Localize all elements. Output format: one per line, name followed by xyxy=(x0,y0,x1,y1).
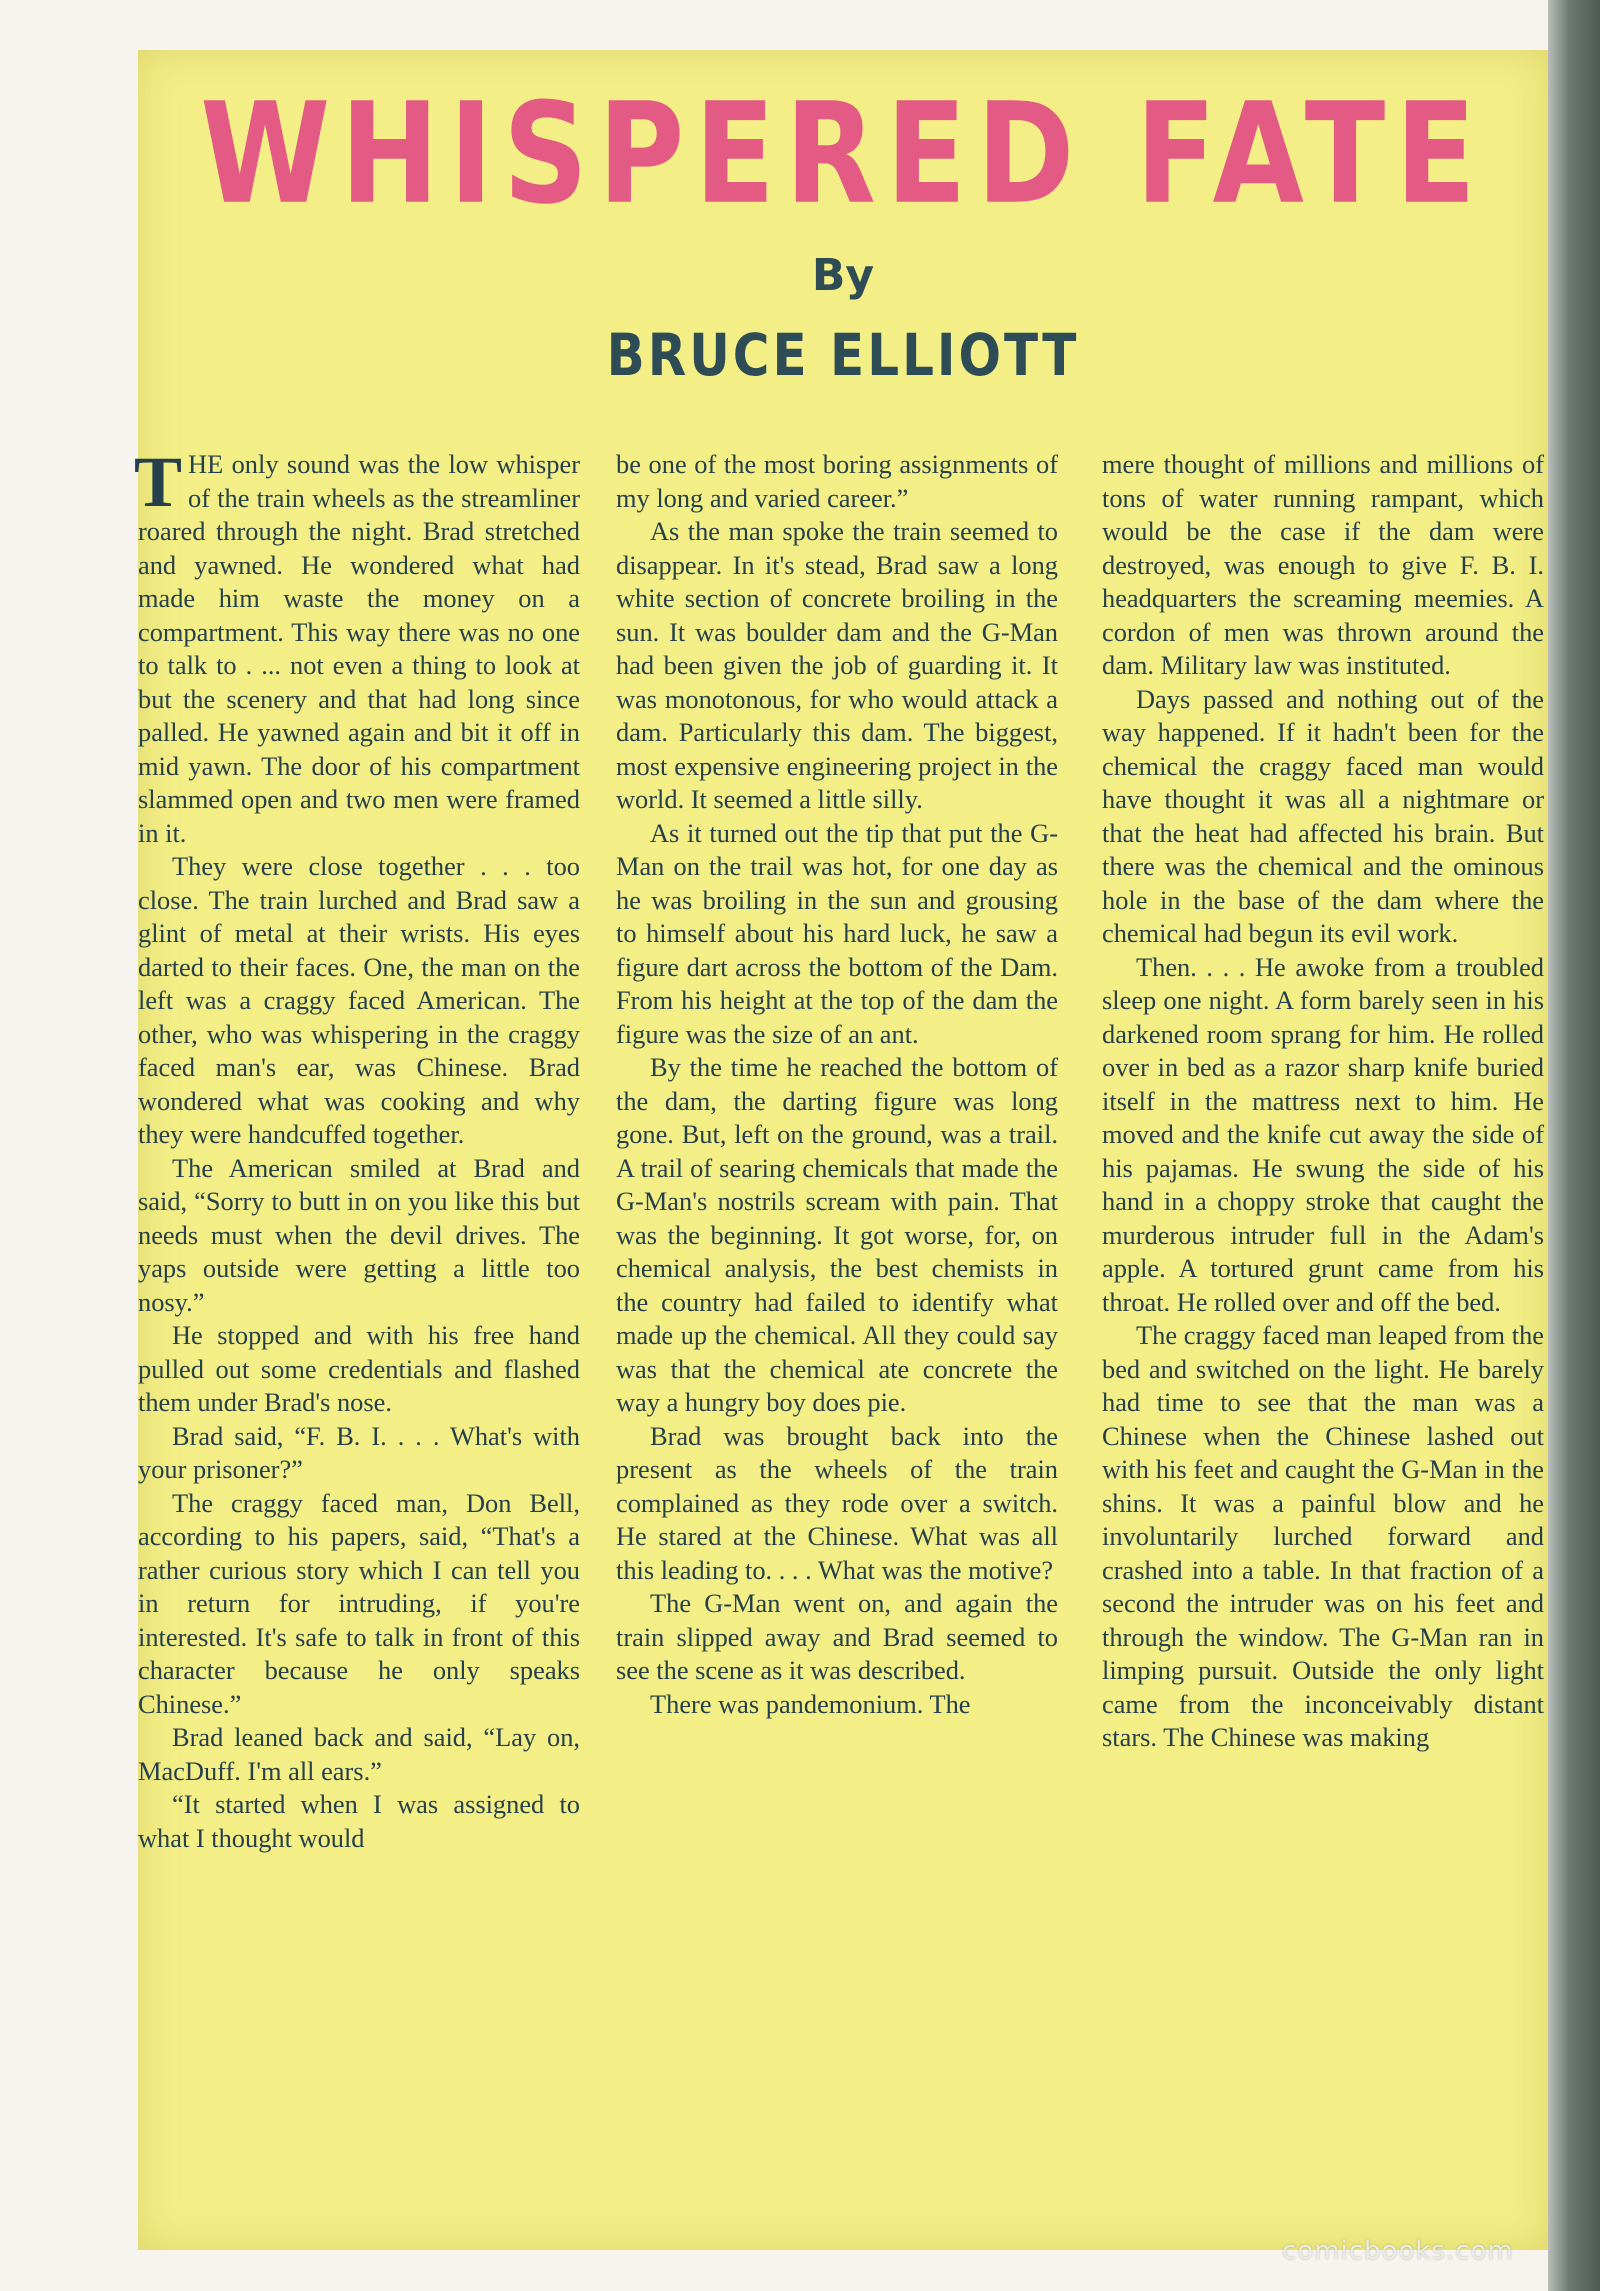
paragraph: The craggy faced man, Don Bell, according to his papers, said, “That's a rather curious story which I can tell you in return for intruding, if you're interested. It's safe to talk in front of this character because he only speaks Chinese.” xyxy=(138,1487,580,1719)
paragraph: be one of the most boring assignments of my long and varied career.” xyxy=(616,449,1058,513)
paragraph: By the time he reached the bottom of the dam, the darting figure was long gone. But, left on the ground, was a trail. A trail of searing chemicals that made the G-Man's nostrils scream with pain. That was the beginning. It got worse, for, on chemical analysis, the best chemists in the country had failed to identify what made up the chemical. All they could say was that the chemical ate concrete the way a hungry boy does pie. xyxy=(616,1052,1058,1417)
paragraph: He stopped and with his free hand pulled out some credentials and flashed them under Brad's nose. xyxy=(138,1320,580,1417)
paragraph: Brad leaned back and said, “Lay on, MacDuff. I'm all ears.” xyxy=(138,1722,580,1786)
watermark: comicbooks.com xyxy=(1282,2236,1514,2266)
author-name: BRUCE ELLIOTT xyxy=(606,322,1080,389)
paragraph: Then. . . . He awoke from a troubled sleep one night. A form barely seen in his darkened room sprang for him. He rolled over in bed as a razor sharp knife buried itself in the mattress next to him. He moved and the knife cut away the side of his pajamas. He swung the side of his hand in a choppy stroke that caught the murderous intruder full in the Adam's apple. A tortured grunt came from his throat. He rolled over and off the bed. xyxy=(1102,951,1544,1317)
text-column-1 xyxy=(134,442,580,1855)
paragraph: They were close together . . . too close. The train lurched and Brad saw a glint of metal at their wrists. His eyes darted to their faces. One, the man on the left was a craggy faced American. The other, who was whispering in the craggy faced man's ear, was Chinese. Brad wondered what was cooking and why they were handcuffed together. xyxy=(138,851,580,1149)
text-column-2 xyxy=(616,448,1058,1721)
paragraph: The G-Man went on, and again the train slipped away and Brad seemed to see the scene as it was described. xyxy=(616,1588,1058,1685)
paragraph: Days passed and nothing out of the way happened. If it hadn't been for the chemical the craggy faced man would have thought it was all a nightmare or that the heat had affected his brain. But there was the chemical and the ominous hole in the base of the dam where the chemical had begun its evil work. xyxy=(1102,683,1544,948)
paragraph: Brad was brought back into the present as the wheels of the train complained as they rode over a switch. He stared at the Chinese. What was all this leading to. . . . What was the motive? xyxy=(616,1420,1058,1585)
story-title: WHISPERED FATE xyxy=(200,72,1486,235)
paragraph: Brad said, “F. B. I. . . . What's with your prisoner?” xyxy=(138,1420,580,1484)
paragraph: As the man spoke the train seemed to disappear. In it's stead, Brad saw a long white section of concrete broiling in the sun. It was boulder dam and the G-Man had been given the job of guarding it. It was monotonous, for who would attack a dam. Particularly this dam. The biggest, most expensive engineering project in the world. It seemed a little silly. xyxy=(616,516,1058,814)
paragraph: The craggy faced man leaped from the bed and switched on the light. He barely had time to see that the man was a Chinese when the Chinese lashed out with his feet and caught the G-Man in the shins. It was a painful blow and he involuntarily lurched forward and crashed into a table. In that fraction of a second the intruder was on his feet and through the window. The G-Man ran in limping pursuit. Outside the only light came from the inconceivably distant stars. The Chinese was making xyxy=(1102,1320,1544,1752)
text-column-3 xyxy=(1102,448,1544,1755)
byline: By xyxy=(811,250,875,301)
paragraph: The American smiled at Brad and said, “Sorry to butt in on you like this but needs must when the devil drives. The yaps outside were getting a little too nosy.” xyxy=(138,1152,580,1317)
page-edge xyxy=(1548,0,1600,2291)
paragraph: THE only sound was the low whisper of the train wheels as the streamliner roared through the night. Brad stretched and yawned. He wondered what had made him waste the money on a compartment. This way there was no one to talk to . ... not even a thing to look at but the scenery and that had long since palled. He yawned again and bit it off in mid yawn. The door of his compartment slammed open and two men were framed in it. xyxy=(134,442,580,848)
paragraph: As it turned out the tip that put the G-Man on the trail was hot, for one day as he was broiling in the sun and grousing to himself about his hard luck, he saw a figure dart across the bottom of the Dam. From his height at the top of the dam the figure was the size of an ant. xyxy=(616,817,1058,1049)
drop-cap: T xyxy=(134,442,183,522)
paragraph: There was pandemonium. The xyxy=(650,1688,971,1719)
story-page xyxy=(134,50,1548,2250)
paragraph: “It started when I was assigned to what I thought would xyxy=(138,1789,580,1853)
paragraph: mere thought of millions and millions of tons of water running rampant, which would be the case if the dam were destroyed, was enough to give F. B. I. headquarters the screaming meemies. A cordon of men was thrown around the dam. Military law was instituted. xyxy=(1102,449,1544,680)
